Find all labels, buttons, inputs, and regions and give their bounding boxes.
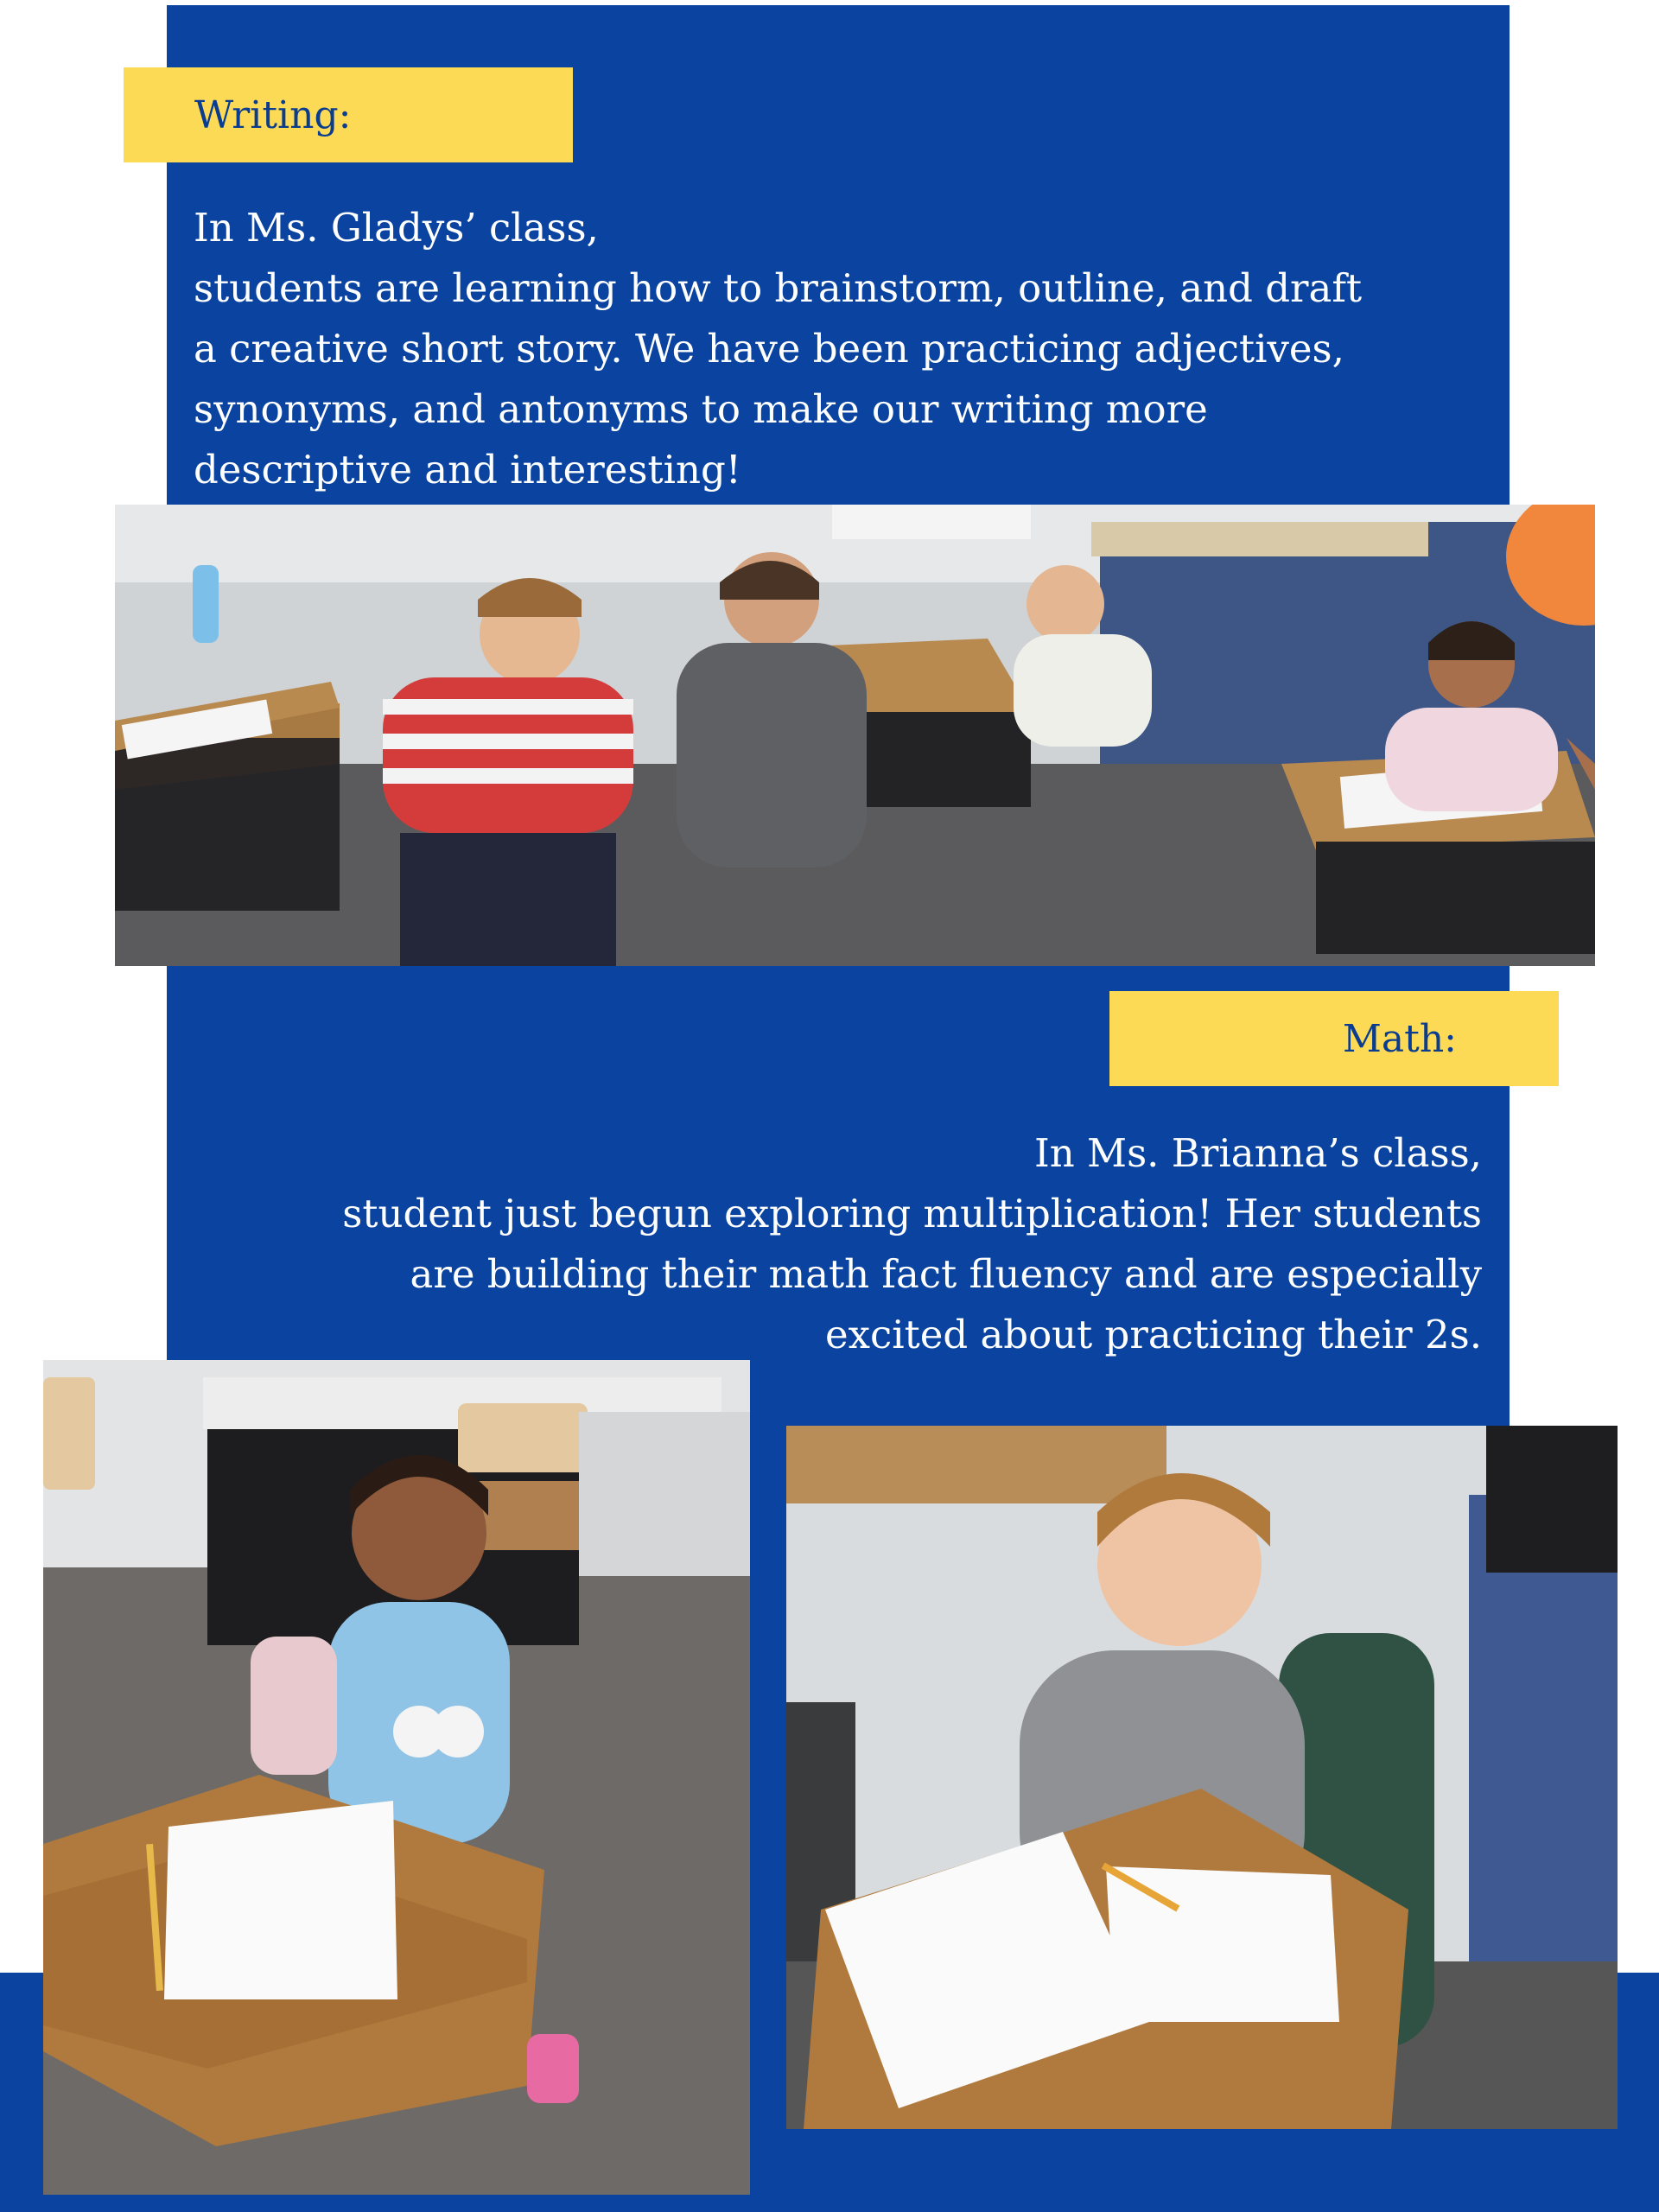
writing-line: In Ms. Gladys’ class, [194,205,599,251]
writing-paragraph [194,198,1362,500]
math-student-photo-left [43,1360,750,2195]
writing-heading [124,67,573,162]
writing-class-photo [115,505,1595,966]
writing-line: descriptive and interesting! [194,447,741,493]
math-heading-label: Math: [1342,1016,1457,1061]
math-line: excited about practicing their 2s. [825,1312,1482,1357]
writing-line: synonyms, and antonyms to make our writing more [194,386,1208,432]
math-line: In Ms. Brianna’s class, [1033,1130,1482,1176]
math-heading [1109,991,1559,1086]
writing-heading-label: Writing: [194,92,352,137]
math-line: are building their math fact fluency and are especially [410,1251,1482,1297]
math-student-photo-right [786,1426,1618,2129]
math-paragraph [342,1123,1482,1365]
writing-line: students are learning how to brainstorm, outline, and draft [194,265,1363,311]
math-line: student just begun exploring multiplication! Her students [342,1191,1482,1236]
writing-line: a creative short story. We have been practicing adjectives, [194,326,1344,372]
